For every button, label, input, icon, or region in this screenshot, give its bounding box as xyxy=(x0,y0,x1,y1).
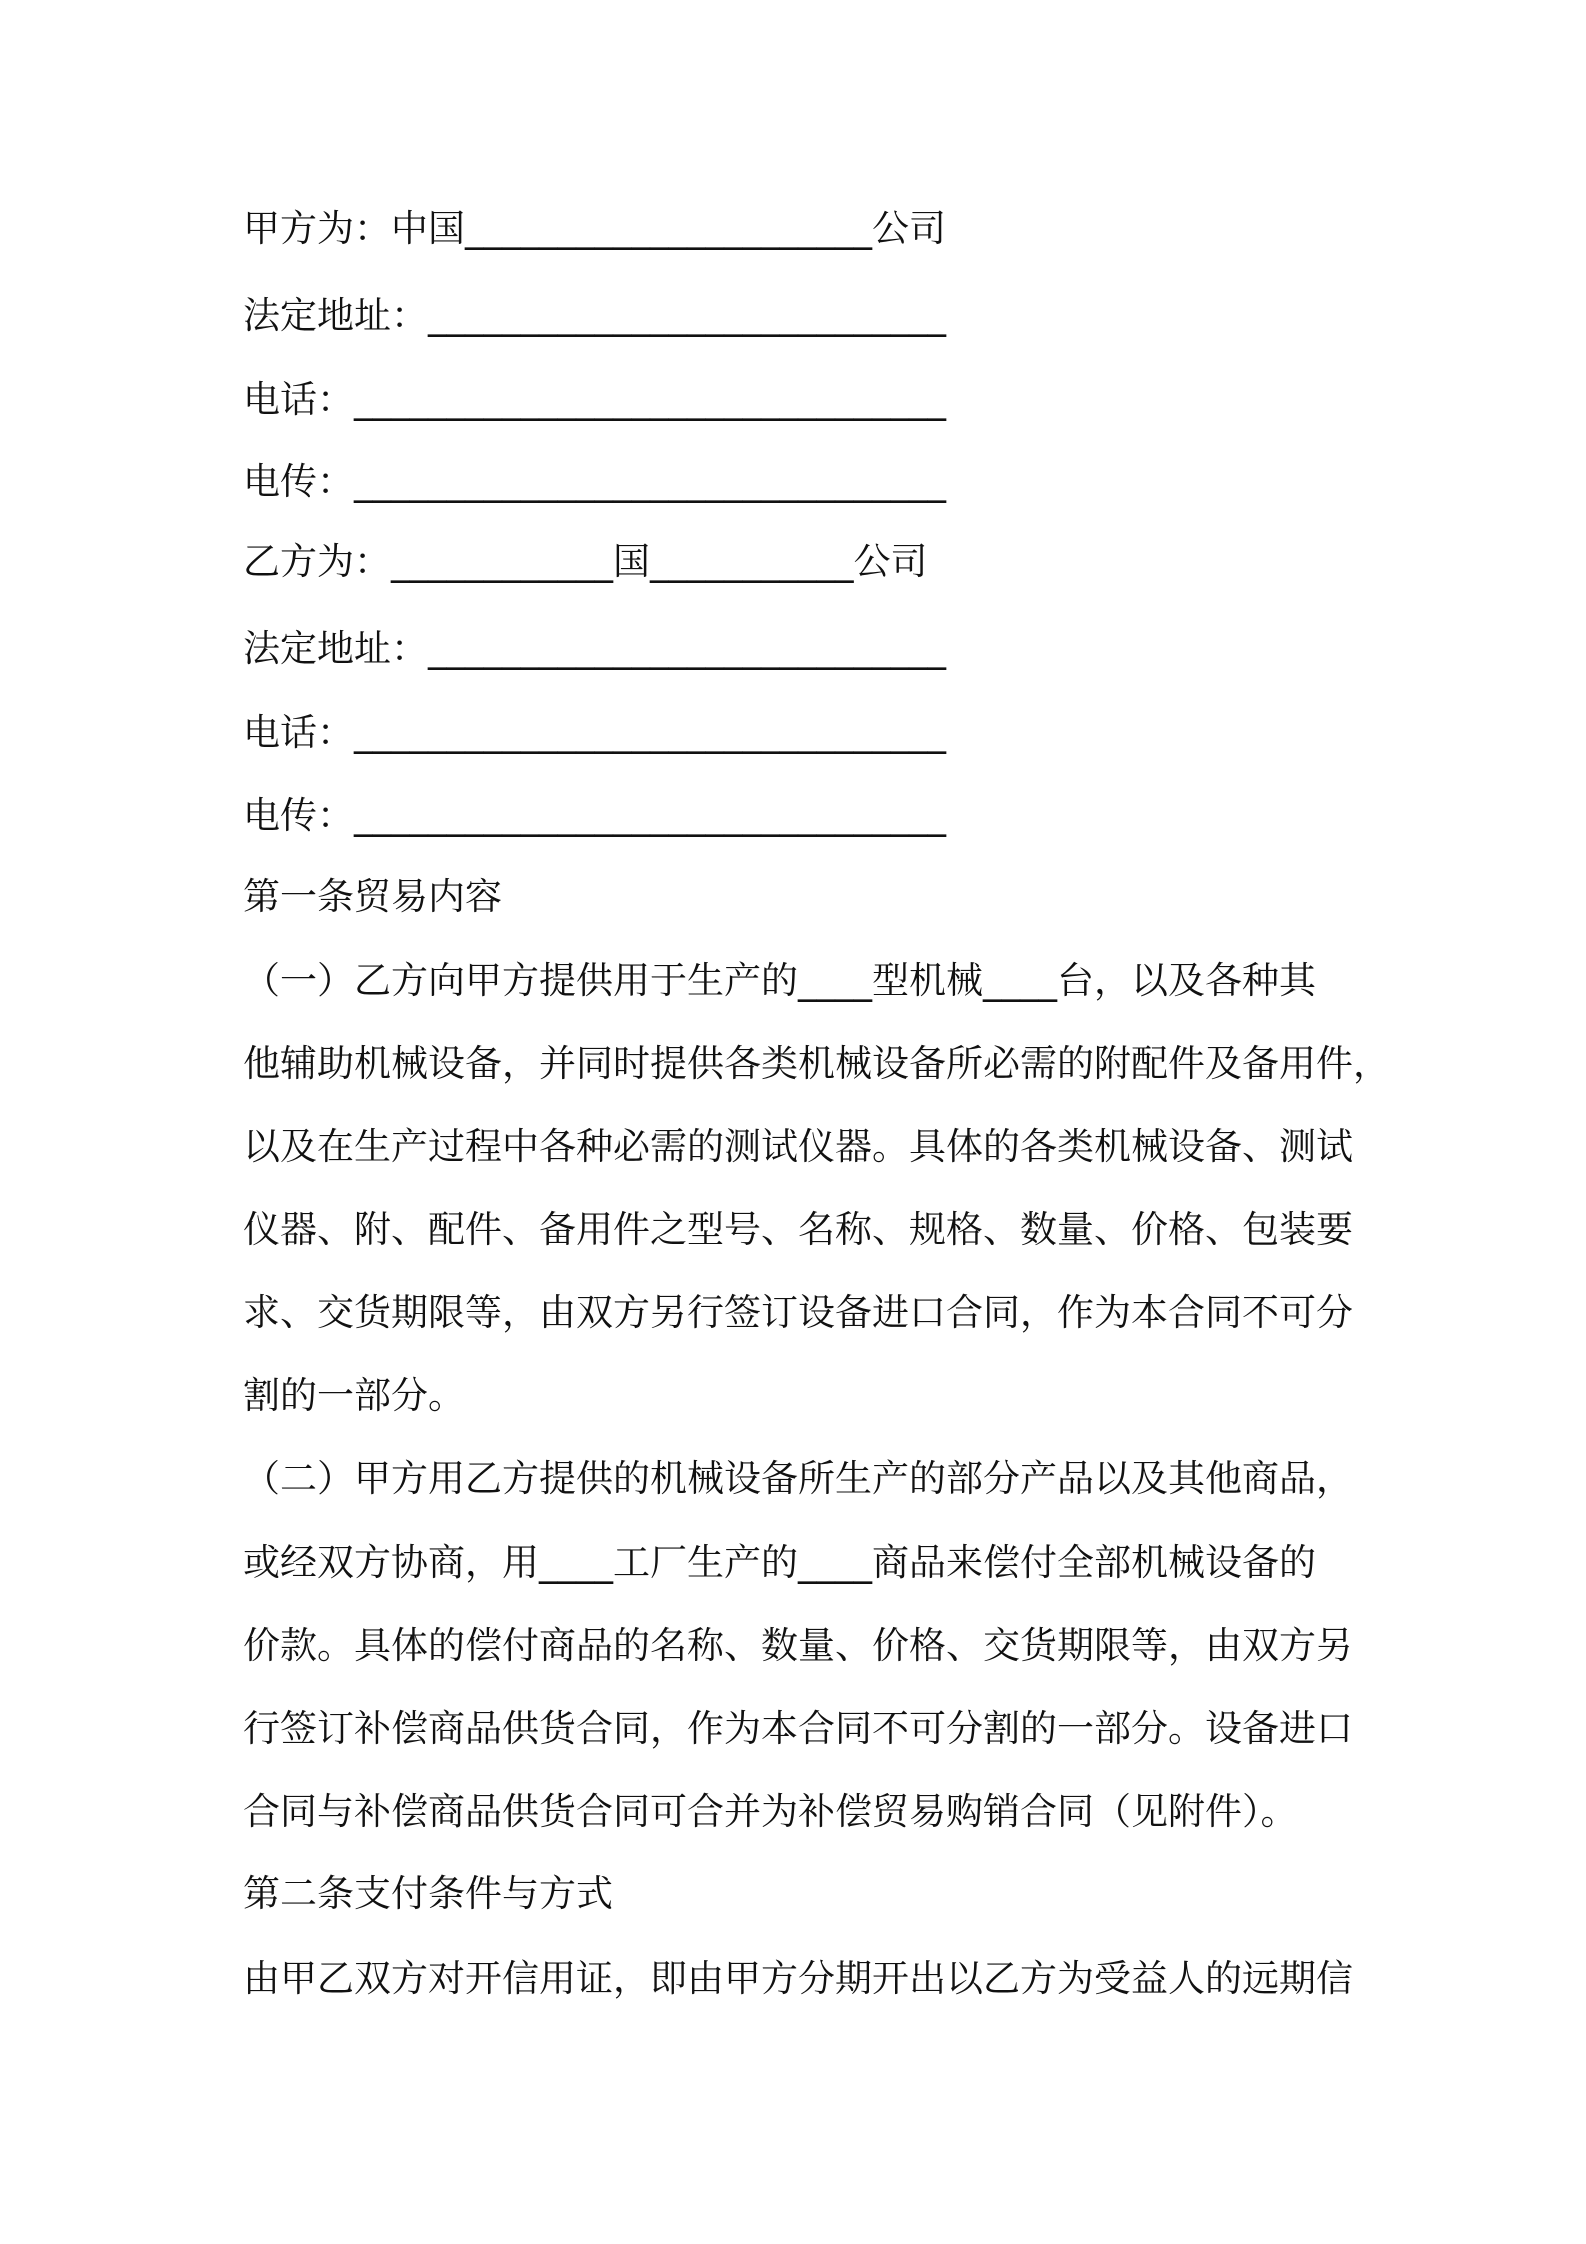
article-1-para-1-line: 求、交货期限等，由双方另行签订设备进口合同，作为本合同不可分 xyxy=(243,1291,1353,1334)
party-b-fax-line: 电传：________________________________ xyxy=(243,794,946,837)
article-2-heading: 第二条支付条件与方式 xyxy=(243,1872,613,1915)
article-1-para-1-line: 以及在生产过程中各种必需的测试仪器。具体的各类机械设备、测试 xyxy=(243,1125,1353,1168)
party-b-phone-line: 电话：________________________________ xyxy=(243,711,946,754)
article-1-para-2-line: 行签订补偿商品供货合同，作为本合同不可分割的一部分。设备进口 xyxy=(243,1707,1353,1750)
article-1-para-2-line: 合同与补偿商品供货合同可合并为补偿贸易购销合同（见附件）。 xyxy=(243,1790,1298,1833)
party-a-fax-line: 电传：________________________________ xyxy=(243,460,946,503)
article-1-para-2-line: （二）甲方用乙方提供的机械设备所生产的部分产品以及其他商品， xyxy=(243,1457,1353,1500)
party-a-name-line: 甲方为：中国______________________公司 xyxy=(243,207,946,250)
article-1-heading: 第一条贸易内容 xyxy=(243,875,502,918)
article-1-para-1-line: （一）乙方向甲方提供用于生产的____型机械____台，以及各种其 xyxy=(243,959,1316,1002)
article-1-para-1-line: 割的一部分。 xyxy=(243,1374,465,1417)
article-2-para-1-line: 由甲乙双方对开信用证，即由甲方分期开出以乙方为受益人的远期信 xyxy=(243,1957,1353,2000)
article-1-para-2-line: 价款。具体的偿付商品的名称、数量、价格、交货期限等，由双方另 xyxy=(243,1624,1353,1667)
article-1-para-2-line: 或经双方协商，用____工厂生产的____商品来偿付全部机械设备的 xyxy=(243,1541,1316,1584)
party-b-address-line: 法定地址：____________________________ xyxy=(243,627,946,670)
party-a-address-line: 法定地址：____________________________ xyxy=(243,294,946,337)
party-a-phone-line: 电话：________________________________ xyxy=(243,378,946,421)
article-1-para-1-line: 仪器、附、配件、备用件之型号、名称、规格、数量、价格、包装要 xyxy=(243,1208,1353,1251)
party-b-name-line: 乙方为：____________国___________公司 xyxy=(243,540,928,583)
article-1-para-1-line: 他辅助机械设备，并同时提供各类机械设备所必需的附配件及备用件， xyxy=(243,1042,1390,1085)
